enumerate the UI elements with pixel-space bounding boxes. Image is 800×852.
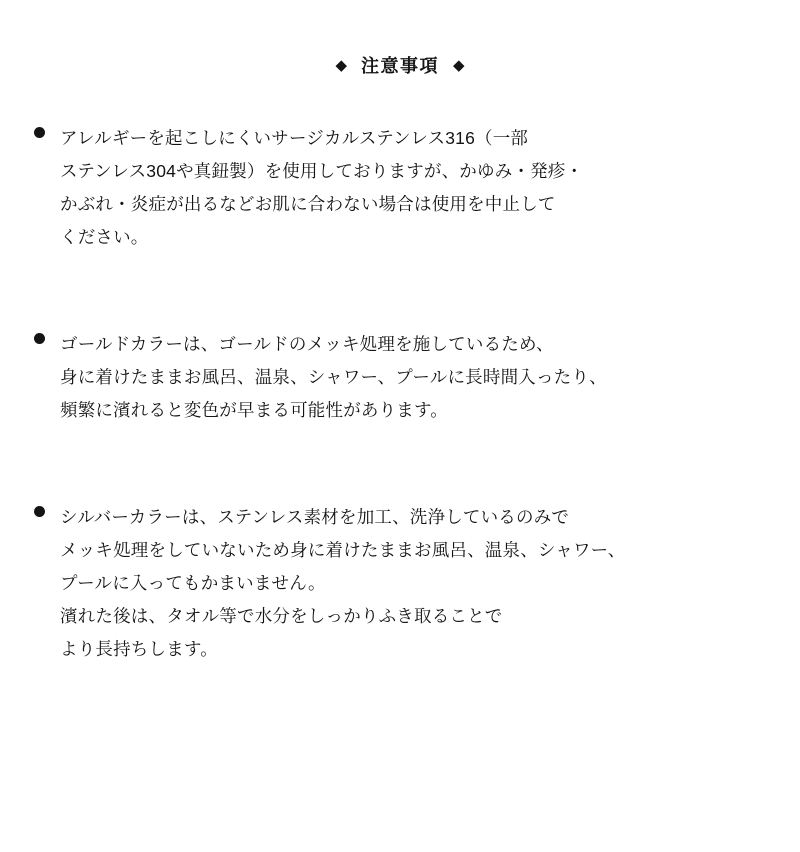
note-line: かぶれ・炎症が出るなどお肌に合わない場合は使用を中止して bbox=[60, 194, 556, 214]
note-line: プールに入ってもかまいません。 bbox=[60, 573, 326, 593]
note-line: シルバーカラーは、ステンレス素材を加工、洗浄しているのみで bbox=[60, 507, 570, 527]
notice-list bbox=[0, 122, 800, 666]
diamond-left-icon: ◆ bbox=[335, 56, 347, 74]
note-line: ください。 bbox=[60, 227, 149, 247]
bullet-icon bbox=[34, 506, 45, 517]
note-line: 濱れた後は、タオル等で水分をしっかりふき取ることで bbox=[60, 606, 503, 626]
page-title bbox=[0, 52, 800, 78]
bullet-icon bbox=[34, 333, 45, 344]
note-text bbox=[60, 122, 770, 254]
list-item bbox=[34, 501, 770, 666]
note-line: より長持ちします。 bbox=[60, 639, 218, 659]
note-line: ステンレス304や真鈕製）を使用しておりますが、かゆみ・発疹・ bbox=[60, 161, 584, 181]
note-line: ゴールドカラーは、ゴールドのメッキ処理を施しているため、 bbox=[60, 334, 554, 354]
note-line: アレルギーを起こしにくいサージカルステンレス316（一部 bbox=[60, 128, 529, 148]
note-line: 身に着けたままお風呂、温泉、シャワー、プールに長時間入ったり、 bbox=[60, 367, 607, 387]
list-item bbox=[34, 328, 770, 427]
diamond-right-icon: ◆ bbox=[453, 56, 465, 74]
list-item bbox=[34, 122, 770, 254]
bullet-icon bbox=[34, 127, 45, 138]
note-line: メッキ処理をしていないため身に着けたままお風呂、温泉、シャワー、 bbox=[60, 540, 626, 560]
note-line: 頻繁に濱れると変色が早まる可能性があります。 bbox=[60, 400, 448, 420]
notice-page bbox=[0, 52, 800, 852]
page-title-text: 注意事項 bbox=[361, 56, 439, 76]
note-text bbox=[60, 328, 770, 427]
note-text bbox=[60, 501, 770, 666]
